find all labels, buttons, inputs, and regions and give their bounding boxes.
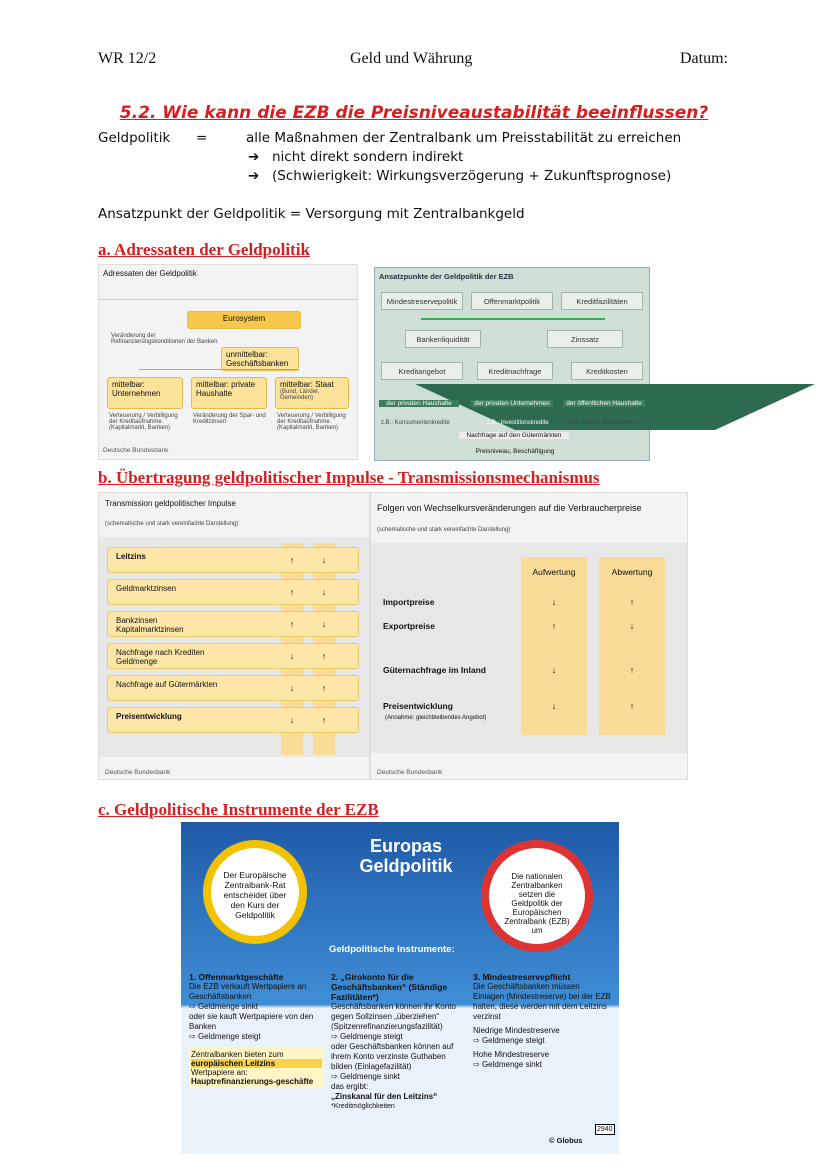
diagram-title: Transmission geldpolitischer Impulse: [105, 499, 236, 508]
note: Veränderung der Spar- und Kreditzinsen: [193, 413, 266, 425]
instrument-3: 3. Mindestreservepflicht Die Geschäftsbanken müssen Einlagen (Mindestreserve) bei der EZB halten, diese werden mit dem Leitzins verzinst Niedrige Mindestreserve ⇨ Geldmenge steigt Hohe Mindestreserve ⇨ Geldmenge sinkt: [473, 972, 611, 1069]
diagram-title: Folgen von Wechselkursveränderungen auf die Verbraucherpreise: [377, 503, 642, 513]
row-label: Exportpreise: [383, 621, 435, 631]
def-eq: =: [196, 130, 208, 146]
section-c-heading: c. Geldpolitische Instrumente der EZB: [98, 800, 379, 819]
subtitle: (schematische und stark vereinfachte Darstellung): [377, 527, 511, 533]
source: Deutsche Bundesbank: [103, 447, 169, 454]
arrow-cell: ↑: [321, 683, 327, 693]
unternehmen-box: mittelbar: Unternehmen: [107, 377, 183, 409]
arrow-icon: ➔: [248, 168, 260, 184]
section-b-heading: b. Übertragung geldpolitischer Impulse - Transmissionsmechanismus: [98, 468, 600, 487]
arrow-cell: ↑: [629, 701, 635, 711]
row-label: Preisentwicklung: [383, 701, 453, 711]
arrow-cell: ↓: [551, 665, 557, 675]
eurosystem-box: Eurosystem: [187, 311, 301, 329]
box: Offenmarktpolitik: [471, 292, 553, 310]
diagram-title: Ansatzpunkte der Geldpolitik der EZB: [379, 272, 514, 281]
haushalte-box: mittelbar: private Haushalte: [191, 377, 267, 409]
label: Nachfrage auf den Gütermärkten: [459, 432, 569, 439]
table-row: Bankzinsen Kapitalmarktzinsen: [107, 611, 359, 637]
arrow-cell: ↓: [321, 587, 327, 597]
arrow-cell: ↓: [321, 555, 327, 565]
staat-box: mittelbar: Staat (Bund, Länder, Gemeinden): [275, 377, 349, 409]
instruments-label: Geldpolitische Instrumente:: [329, 944, 455, 955]
def-bullet-1: nicht direkt sondern indirekt: [272, 149, 464, 165]
arrow-cell: ↓: [289, 651, 295, 661]
table-row: Leitzins: [107, 547, 359, 573]
graphic-title: Europas Geldpolitik: [359, 836, 453, 876]
header-center: Geld und Währung: [350, 50, 473, 67]
label: der privaten Haushalte: [379, 400, 459, 407]
label: der privaten Unternehmen: [471, 400, 553, 407]
ansatz-line: Ansatzpunkt der Geldpolitik = Versorgung mit Zentralbankgeld: [98, 206, 525, 222]
row-label: Importpreise: [383, 597, 435, 607]
source: Deutsche Bundesbank: [105, 769, 171, 776]
note: Verteuerung / Verbilligung der Kreditaufnahme (Kapitalmarkt, Banken): [277, 413, 346, 431]
note: Verteuerung / Verbilligung der Kreditaufnahme (Kapitalmarkt, Banken): [109, 413, 178, 431]
table-row: Preisentwicklung: [107, 707, 359, 733]
globus-credit: © Globus: [549, 1136, 583, 1145]
instrument-1: 1. Offenmarktgeschäfte Die EZB verkauft Wertpapiere an Geschäftsbanken ⇨ Geldmenge sinkt oder sie kauft Wertpapiere von den Banken ⇨ Geldmenge steigt Zentralbanken bieten zum europäischen Leitzins Wertpapiere an: Hauptrefinanzierungs-geschäfte: [189, 972, 324, 1088]
geschaeftsbanken-box: unmittelbar: Geschäftsbanken: [221, 347, 299, 371]
adressaten-diagram: [98, 264, 358, 460]
box: Zinssatz: [547, 330, 623, 348]
box: Kreditangebot: [381, 362, 463, 380]
label: Preisniveau, Beschäftigung: [475, 448, 555, 455]
diagram-title: Adressaten der Geldpolitik: [103, 269, 197, 278]
label: z.B.: Konsumentenkredite: [381, 420, 450, 426]
arrow-cell: ↓: [551, 701, 557, 711]
label: z.B.: Investitionskredite: [487, 420, 549, 426]
table-row: Nachfrage auf Gütermärkten: [107, 675, 359, 701]
arrow-cell: ↑: [551, 621, 557, 631]
row-label: Güternachfrage im Inland: [383, 665, 486, 675]
transmission-diagram: [98, 492, 370, 780]
graphic-number: 2940: [597, 1126, 613, 1133]
def-term: Geldpolitik: [98, 130, 171, 146]
page-title: 5.2. Wie kann die EZB die Preisniveaustabilität beeinflussen?: [119, 103, 709, 123]
arrow-cell: ↓: [289, 715, 295, 725]
arrow-cell: ↑: [289, 587, 295, 597]
label: z.B.: öffentl. Investitionen: [569, 420, 636, 426]
table-row: Nachfrage nach Krediten Geldmenge: [107, 643, 359, 669]
arrow-cell: ↓: [629, 621, 635, 631]
ansatzpunkte-diagram: [374, 267, 650, 461]
source: Deutsche Bundesbank: [377, 769, 443, 776]
box: Kreditnachfrage: [477, 362, 553, 380]
def-bullet-2: (Schwierigkeit: Wirkungsverzögerung + Zukunftsprognose): [272, 168, 672, 184]
arrow-cell: ↓: [289, 683, 295, 693]
arrow-icon: ➔: [248, 149, 260, 165]
box: Mindestreservepolitik: [381, 292, 463, 310]
label: der öffentlichen Haushalte: [563, 400, 645, 407]
ezb-instrumente-graphic: [181, 822, 619, 1154]
arrow-cell: ↑: [321, 651, 327, 661]
instrument-2: 2. „Girokonto für die Geschäftsbanken“ (Ständige Fazilitäten*) Geschäftsbanken können ihr Konto gegen Sollzinsen „überziehen“ (Spitzenrefinanzierungsfazilität) ⇨ Geldmenge steigt oder Geschäftsbanken können auf ihrem Konto verzinste Guthaben bilden (Einlagefazilität) ⇨ Geldmenge sinkt das ergibt: „Zinskanal für den Leitzins“ *Kreditmöglichkeiten: [331, 972, 456, 1110]
rat-circle: Der Europäische Zentralbank-Rat entscheidet über den Kurs der Geldpolitik: [203, 840, 307, 944]
arrow-cell: ↑: [289, 555, 295, 565]
def-text: alle Maßnahmen der Zentralbank um Preisstabilität zu erreichen: [246, 130, 682, 146]
arrow-cell: ↑: [629, 597, 635, 607]
arrow-cell: ↑: [629, 665, 635, 675]
box: Kreditfazilitäten: [561, 292, 643, 310]
header-right: Datum:: [680, 50, 728, 67]
arrow-cell: ↑: [289, 619, 295, 629]
box: Bankenliquidität: [405, 330, 481, 348]
note: Veränderung der Refinanzierungskonditionen der Banken: [111, 333, 218, 345]
subtitle: (schematische und stark vereinfachte Darstellung): [105, 521, 239, 527]
wechselkurs-diagram: [370, 492, 688, 780]
column-header: Aufwertung: [532, 567, 576, 577]
national-banks-circle: Die nationalen Zentralbanken setzen die Geldpolitik der Europäischen Zentralbank (EZB) um: [481, 840, 593, 952]
header-left: WR 12/2: [98, 50, 157, 67]
column-header: Abwertung: [611, 567, 653, 577]
section-a-heading: a. Adressaten der Geldpolitik: [98, 240, 310, 259]
arrow-cell: ↓: [551, 597, 557, 607]
box: Kreditkosten: [571, 362, 643, 380]
table-row: Geldmarktzinsen: [107, 579, 359, 605]
arrow-cell: ↑: [321, 715, 327, 725]
arrow-cell: ↓: [321, 619, 327, 629]
note: (Annahme: gleichbleibendes Angebot): [385, 715, 487, 721]
